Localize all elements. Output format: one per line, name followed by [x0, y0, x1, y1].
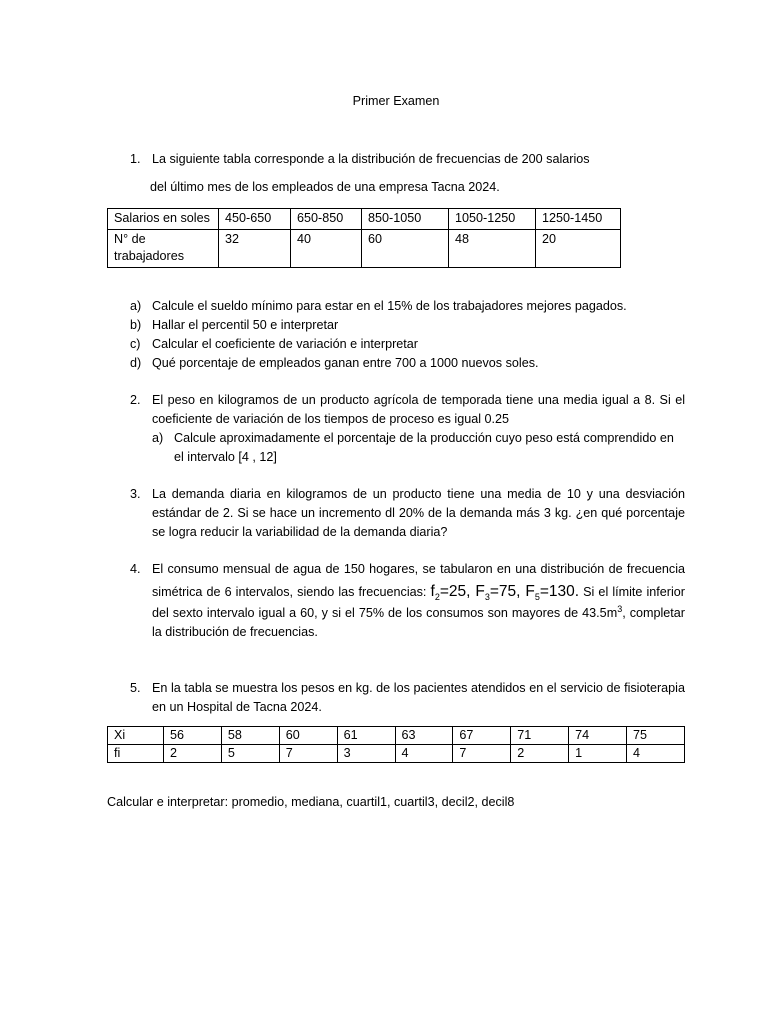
table-row: [108, 209, 621, 230]
cubic-superscript: 3: [617, 603, 623, 614]
table-cell: 2: [511, 745, 569, 763]
question-4-text-b: Si el límite inferior del sexto intervalo igual a 60, y si el 75% de los consumos son mayores de 43.5m: [152, 584, 685, 620]
question-4: [107, 560, 685, 643]
table-cell: 61: [337, 727, 395, 745]
frequency-f2: [431, 583, 476, 600]
table-cell: 1050-1250: [449, 209, 536, 230]
table-cell: 74: [569, 727, 627, 745]
list-item-label: a): [130, 299, 142, 313]
list-item-label: b): [130, 317, 142, 332]
final-instruction: Calcular e interpretar: promedio, mediana, cuartil1, cuartil3, decil2, decil8: [107, 795, 515, 809]
question-3-number: 3.: [130, 487, 141, 501]
table-row: [108, 745, 685, 763]
frequency-F3: [475, 583, 525, 600]
table-cell-label: fi: [108, 745, 164, 763]
table-cell: 5: [221, 745, 279, 763]
frequency-letter: f: [430, 582, 435, 600]
weights-table: [107, 726, 685, 763]
table-cell: 67: [453, 727, 511, 745]
table-cell: 7: [279, 745, 337, 763]
table-label-line: N° de: [114, 232, 146, 246]
question-1-number: 1.: [130, 152, 141, 166]
frequency-value: =25,: [439, 582, 476, 600]
table-cell: 60: [362, 230, 449, 268]
question-4-body: [107, 560, 685, 643]
list-item: [107, 354, 685, 373]
table-cell: 3: [337, 745, 395, 763]
question-2-text: El peso en kilogramos de un producto agrícola de temporada tiene una media igual a 8. Si el coeficiente de variación de los tiempos de proceso es igual 0.25: [152, 393, 685, 426]
question-5-number: 5.: [130, 681, 141, 695]
table-cell: 1250-1450: [536, 209, 621, 230]
frequency-subscript: 5: [534, 591, 540, 602]
table-cell: 75: [627, 727, 685, 745]
list-item-label: d): [130, 355, 142, 370]
question-1-line1: [107, 150, 685, 169]
question-3: [107, 485, 685, 542]
list-item: [107, 335, 685, 354]
question-2: [107, 391, 685, 467]
question-1-text-line2: del último mes de los empleados de una empresa Tacna 2024.: [150, 179, 500, 194]
table-cell: 63: [395, 727, 453, 745]
frequency-value: =75,: [489, 582, 526, 600]
table-cell: 450-650: [219, 209, 291, 230]
table-cell: 4: [627, 745, 685, 763]
question-3-body: [107, 485, 685, 542]
table-cell: 1: [569, 745, 627, 763]
question-4-number: 4.: [130, 562, 141, 576]
list-item-label: a): [152, 430, 164, 445]
table-cell: 32: [219, 230, 291, 268]
table-cell-label: [108, 230, 219, 268]
table-cell-label: Salarios en soles: [108, 209, 219, 230]
table-cell: 850-1050: [362, 209, 449, 230]
question-1-items: [107, 297, 685, 373]
table-cell: 48: [449, 230, 536, 268]
list-item-text: Qué porcentaje de empleados ganan entre 700 a 1000 nuevos soles.: [152, 355, 539, 370]
question-3-text: La demanda diaria en kilogramos de un producto tiene una media de 10 y una desviación estándar de 2. Si se hace un incremento dl 20% de la demanda más 3 kg. ¿en qué porcentaje se logra reducir la variabilidad de la demanda diaria?: [152, 487, 685, 539]
table-label-line: trabajadores: [114, 249, 185, 263]
question-4-text-a: El consumo mensual de agua de 150 hogares, se tabularon en una distribución de frecuencia simétrica de 6 intervalos, siendo las frecuencias:: [152, 562, 685, 599]
table-cell: 650-850: [291, 209, 362, 230]
frequency-F5: [525, 583, 579, 600]
list-item-label: c): [130, 336, 141, 351]
table-cell: 58: [221, 727, 279, 745]
list-item-text: Calcule aproximadamente el porcentaje de la producción cuyo peso está comprendido en el intervalo [4 , 12]: [174, 430, 674, 464]
question-5: [107, 679, 685, 717]
table-cell: 40: [291, 230, 362, 268]
table-row: [108, 727, 685, 745]
frequency-letter: F: [475, 582, 485, 600]
salary-table: [107, 208, 621, 268]
question-5-text: En la tabla se muestra los pesos en kg. de los pacientes atendidos en el servicio de fisioterapia en un Hospital de Tacna 2024.: [152, 681, 685, 714]
question-1-text-line1: La siguiente tabla corresponde a la distribución de frecuencias de 200 salarios: [152, 152, 590, 166]
question-2-body: [107, 391, 685, 429]
frequency-subscript: 2: [434, 591, 440, 602]
table-cell: 56: [164, 727, 222, 745]
frequency-subscript: 3: [484, 591, 490, 602]
list-item-text: Calcular el coeficiente de variación e interpretar: [152, 336, 419, 351]
table-cell: 7: [453, 745, 511, 763]
table-row: [108, 230, 621, 268]
list-item: [107, 297, 685, 316]
page-title: Primer Examen: [352, 94, 440, 108]
question-5-body: [107, 679, 685, 717]
frequency-letter: F: [525, 582, 535, 600]
question-4-text-c: , completar la distribución de frecuencias.: [152, 605, 685, 640]
frequency-value: =130.: [539, 582, 580, 600]
table-cell-label: Xi: [108, 727, 164, 745]
table-cell: 2: [164, 745, 222, 763]
table-cell: 71: [511, 727, 569, 745]
list-item: [107, 316, 685, 335]
list-item-text: Hallar el percentil 50 e interpretar: [152, 317, 339, 332]
table-cell: 20: [536, 230, 621, 268]
question-2-subitem: [107, 429, 685, 467]
question-1: [107, 150, 685, 197]
question-2-number: 2.: [130, 393, 141, 407]
table-cell: 60: [279, 727, 337, 745]
list-item-text: Calcule el sueldo mínimo para estar en el 15% de los trabajadores mejores pagados.: [152, 299, 627, 313]
table-cell: 4: [395, 745, 453, 763]
